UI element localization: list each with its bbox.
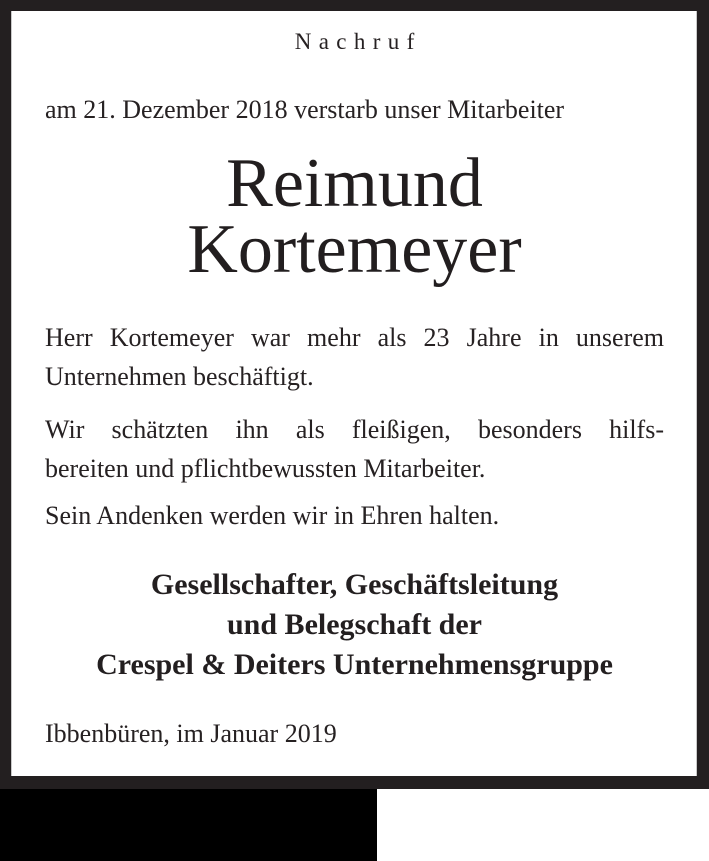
paragraph-tenure <box>45 318 664 396</box>
redaction-block <box>0 789 377 861</box>
paragraph-tenure-line-1: Herr Kortemeyer war mehr als 23 Jahre in unserem <box>45 323 664 352</box>
name-line-2: Kortemeyer <box>187 211 522 288</box>
signature-line-2: und Belegschaft der <box>227 608 482 641</box>
signature-line-3: Crespel & Deiters Unternehmensgruppe <box>96 648 613 681</box>
signature-block <box>45 565 664 685</box>
paragraph-tenure-line-2: Unternehmen beschäftigt. <box>45 362 314 391</box>
name-line-1: Reimund <box>226 145 483 222</box>
paragraph-appreciation-line-1: Wir schätzten ihn als fleißigen, besonders hilfs- <box>45 415 664 444</box>
paragraph-remembrance: Sein Andenken werden wir in Ehren halten. <box>45 501 500 530</box>
nachruf-heading: Nachruf <box>294 29 422 54</box>
signature-line-1: Gesellschafter, Geschäftsleitung <box>150 568 559 601</box>
paragraph-appreciation <box>45 410 664 488</box>
deceased-name <box>45 145 664 288</box>
intro-line: am 21. Dezember 2018 verstarb unser Mitarbeiter <box>45 95 565 124</box>
place-date-line: Ibbenbüren, im Januar 2019 <box>45 719 337 748</box>
paragraph-appreciation-line-2: bereiten und pflichtbewussten Mitarbeiter. <box>45 454 486 483</box>
obituary-content <box>11 11 697 776</box>
